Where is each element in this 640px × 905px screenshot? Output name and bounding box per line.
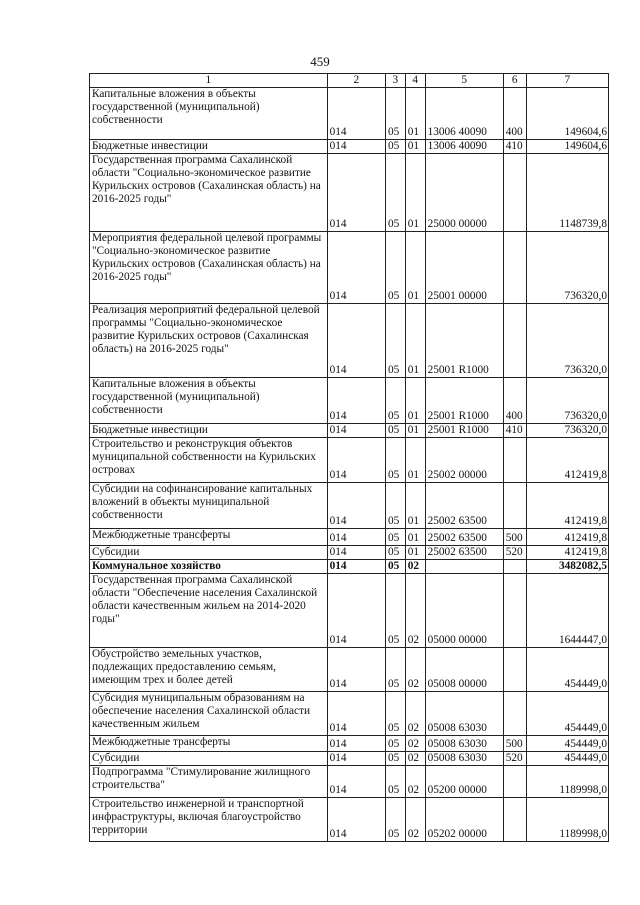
row-ministry-cell: 014 xyxy=(327,648,385,692)
row-section-cell: 05 xyxy=(385,483,405,529)
row-subsection-cell: 01 xyxy=(405,378,425,424)
table-row xyxy=(90,304,609,378)
row-ministry-cell: 014 xyxy=(327,140,385,154)
row-amount-cell: 736320,0 xyxy=(526,304,608,378)
row-amount-cell: 736320,0 xyxy=(526,232,608,304)
row-subsection-cell: 02 xyxy=(405,736,425,752)
table-row xyxy=(90,88,609,140)
row-expense-type-cell xyxy=(503,154,526,232)
row-target-article-cell: 25001 R1000 xyxy=(425,378,503,424)
row-target-article-cell: 25000 00000 xyxy=(425,154,503,232)
row-name-cell: Мероприятия федеральной целевой программы "Социально-экономическое развитие Курильских островов (Сахалинская область) на 2016-2025 годы" xyxy=(90,232,328,304)
row-expense-type-cell xyxy=(503,798,526,842)
row-subsection-cell: 01 xyxy=(405,88,425,140)
row-amount-cell: 1189998,0 xyxy=(526,798,608,842)
row-amount-cell: 454449,0 xyxy=(526,692,608,736)
row-subsection-cell: 02 xyxy=(405,766,425,798)
row-name-cell: Бюджетные инвестиции xyxy=(90,140,328,154)
row-amount-cell: 412419,8 xyxy=(526,438,608,483)
row-amount-cell: 736320,0 xyxy=(526,378,608,424)
table-header-row xyxy=(90,74,609,88)
row-name-cell: Субсидии xyxy=(90,752,328,766)
row-expense-type-cell xyxy=(503,232,526,304)
row-subsection-cell: 01 xyxy=(405,140,425,154)
row-amount-cell: 3482082,5 xyxy=(526,560,608,574)
row-target-article-cell: 05008 00000 xyxy=(425,648,503,692)
row-amount-cell: 149604,6 xyxy=(526,140,608,154)
table-row xyxy=(90,736,609,752)
row-expense-type-cell xyxy=(503,304,526,378)
table-row xyxy=(90,692,609,736)
row-amount-cell: 454449,0 xyxy=(526,736,608,752)
table-row xyxy=(90,574,609,648)
row-subsection-cell: 02 xyxy=(405,560,425,574)
header-col-5: 5 xyxy=(425,74,503,88)
row-target-article-cell xyxy=(425,560,503,574)
row-subsection-cell: 01 xyxy=(405,546,425,560)
row-expense-type-cell: 400 xyxy=(503,378,526,424)
row-expense-type-cell xyxy=(503,766,526,798)
row-target-article-cell: 05202 00000 xyxy=(425,798,503,842)
row-ministry-cell: 014 xyxy=(327,798,385,842)
row-subsection-cell: 02 xyxy=(405,692,425,736)
row-section-cell: 05 xyxy=(385,424,405,438)
row-expense-type-cell xyxy=(503,648,526,692)
row-section-cell: 05 xyxy=(385,304,405,378)
row-expense-type-cell: 520 xyxy=(503,546,526,560)
page-number: 459 xyxy=(310,54,330,69)
table-row xyxy=(90,752,609,766)
row-subsection-cell: 02 xyxy=(405,648,425,692)
row-ministry-cell: 014 xyxy=(327,546,385,560)
row-ministry-cell: 014 xyxy=(327,304,385,378)
row-name-cell: Государственная программа Сахалинской области "Социально-экономическое развитие Курильских островов (Сахалинская область) на 2016-2025 годы" xyxy=(90,154,328,232)
row-subsection-cell: 01 xyxy=(405,304,425,378)
row-section-cell: 05 xyxy=(385,648,405,692)
row-amount-cell: 412419,8 xyxy=(526,529,608,546)
table-row xyxy=(90,232,609,304)
row-section-cell: 05 xyxy=(385,798,405,842)
row-name-cell: Обустройство земельных участков, подлежащих предоставлению семьям, имеющим трех и более детей xyxy=(90,648,328,692)
row-subsection-cell: 01 xyxy=(405,483,425,529)
row-amount-cell: 412419,8 xyxy=(526,483,608,529)
row-ministry-cell: 014 xyxy=(327,88,385,140)
row-section-cell: 05 xyxy=(385,378,405,424)
header-col-7: 7 xyxy=(526,74,608,88)
row-amount-cell: 736320,0 xyxy=(526,424,608,438)
row-expense-type-cell xyxy=(503,483,526,529)
row-target-article-cell: 25002 63500 xyxy=(425,483,503,529)
table-row xyxy=(90,546,609,560)
row-target-article-cell: 25002 63500 xyxy=(425,546,503,560)
table-row xyxy=(90,438,609,483)
row-name-cell: Подпрограмма "Стимулирование жилищного строительства" xyxy=(90,766,328,798)
table-row xyxy=(90,648,609,692)
row-target-article-cell: 25002 00000 xyxy=(425,438,503,483)
row-section-cell: 05 xyxy=(385,692,405,736)
row-name-cell: Бюджетные инвестиции xyxy=(90,424,328,438)
row-subsection-cell: 02 xyxy=(405,752,425,766)
row-subsection-cell: 01 xyxy=(405,154,425,232)
row-section-cell: 05 xyxy=(385,154,405,232)
row-target-article-cell: 25001 R1000 xyxy=(425,424,503,438)
row-name-cell: Капитальные вложения в объекты государственной (муниципальной) собственности xyxy=(90,88,328,140)
table-row xyxy=(90,766,609,798)
row-subsection-cell: 01 xyxy=(405,232,425,304)
row-name-cell: Субсидия муниципальным образованиям на обеспечение населения Сахалинской области качественным жильем xyxy=(90,692,328,736)
row-target-article-cell: 05200 00000 xyxy=(425,766,503,798)
row-section-cell: 05 xyxy=(385,232,405,304)
row-expense-type-cell: 500 xyxy=(503,736,526,752)
table-row xyxy=(90,798,609,842)
row-section-cell: 05 xyxy=(385,736,405,752)
header-col-2: 2 xyxy=(327,74,385,88)
table-row xyxy=(90,529,609,546)
row-expense-type-cell xyxy=(503,438,526,483)
row-ministry-cell: 014 xyxy=(327,378,385,424)
row-target-article-cell: 13006 40090 xyxy=(425,140,503,154)
row-ministry-cell: 014 xyxy=(327,560,385,574)
row-ministry-cell: 014 xyxy=(327,692,385,736)
row-name-cell: Реализация мероприятий федеральной целевой программы "Социально-экономическое развитие Курильских островов (Сахалинская область) на 2016-2025 годы" xyxy=(90,304,328,378)
row-expense-type-cell: 410 xyxy=(503,424,526,438)
row-section-cell: 05 xyxy=(385,438,405,483)
row-amount-cell: 1148739,8 xyxy=(526,154,608,232)
row-amount-cell: 149604,6 xyxy=(526,88,608,140)
row-amount-cell: 1189998,0 xyxy=(526,766,608,798)
row-subsection-cell: 02 xyxy=(405,574,425,648)
row-section-cell: 05 xyxy=(385,88,405,140)
table-row xyxy=(90,560,609,574)
row-section-cell: 05 xyxy=(385,529,405,546)
row-amount-cell: 1644447,0 xyxy=(526,574,608,648)
table-row xyxy=(90,378,609,424)
row-ministry-cell: 014 xyxy=(327,438,385,483)
row-subsection-cell: 01 xyxy=(405,438,425,483)
row-target-article-cell: 05008 63030 xyxy=(425,692,503,736)
row-expense-type-cell: 500 xyxy=(503,529,526,546)
row-name-cell: Строительство и реконструкция объектов муниципальной собственности на Курильских островах xyxy=(90,438,328,483)
table-row xyxy=(90,140,609,154)
table-row xyxy=(90,154,609,232)
row-name-cell: Капитальные вложения в объекты государственной (муниципальной) собственности xyxy=(90,378,328,424)
row-target-article-cell: 25001 R1000 xyxy=(425,304,503,378)
row-amount-cell: 454449,0 xyxy=(526,648,608,692)
row-amount-cell: 454449,0 xyxy=(526,752,608,766)
header-col-6: 6 xyxy=(503,74,526,88)
row-expense-type-cell: 410 xyxy=(503,140,526,154)
row-name-cell: Субсидии на софинансирование капитальных вложений в объекты муниципальной собственности xyxy=(90,483,328,529)
row-ministry-cell: 014 xyxy=(327,154,385,232)
row-ministry-cell: 014 xyxy=(327,529,385,546)
row-ministry-cell: 014 xyxy=(327,574,385,648)
row-ministry-cell: 014 xyxy=(327,766,385,798)
row-section-cell: 05 xyxy=(385,140,405,154)
row-subsection-cell: 01 xyxy=(405,529,425,546)
row-target-article-cell: 25002 63500 xyxy=(425,529,503,546)
row-name-cell: Государственная программа Сахалинской области "Обеспечение населения Сахалинской области качественным жильем на 2014-2020 годы" xyxy=(90,574,328,648)
row-subsection-cell: 01 xyxy=(405,424,425,438)
row-name-cell: Межбюджетные трансферты xyxy=(90,529,328,546)
row-name-cell: Межбюджетные трансферты xyxy=(90,736,328,752)
row-ministry-cell: 014 xyxy=(327,483,385,529)
row-target-article-cell: 25001 00000 xyxy=(425,232,503,304)
row-section-cell: 05 xyxy=(385,752,405,766)
row-expense-type-cell xyxy=(503,574,526,648)
budget-table xyxy=(89,73,609,842)
table-row xyxy=(90,424,609,438)
row-target-article-cell: 13006 40090 xyxy=(425,88,503,140)
row-section-cell: 05 xyxy=(385,560,405,574)
row-section-cell: 05 xyxy=(385,766,405,798)
row-amount-cell: 412419,8 xyxy=(526,546,608,560)
row-expense-type-cell xyxy=(503,692,526,736)
row-section-cell: 05 xyxy=(385,546,405,560)
row-ministry-cell: 014 xyxy=(327,424,385,438)
row-name-cell: Субсидии xyxy=(90,546,328,560)
header-col-3: 3 xyxy=(385,74,405,88)
header-col-4: 4 xyxy=(405,74,425,88)
row-subsection-cell: 02 xyxy=(405,798,425,842)
row-ministry-cell: 014 xyxy=(327,232,385,304)
header-col-1: 1 xyxy=(90,74,328,88)
row-section-cell: 05 xyxy=(385,574,405,648)
row-expense-type-cell xyxy=(503,560,526,574)
row-expense-type-cell: 520 xyxy=(503,752,526,766)
row-ministry-cell: 014 xyxy=(327,752,385,766)
row-expense-type-cell: 400 xyxy=(503,88,526,140)
row-target-article-cell: 05008 63030 xyxy=(425,736,503,752)
row-ministry-cell: 014 xyxy=(327,736,385,752)
row-name-cell: Коммунальное хозяйство xyxy=(90,560,328,574)
row-target-article-cell: 05008 63030 xyxy=(425,752,503,766)
budget-table-container xyxy=(89,73,609,842)
row-target-article-cell: 05000 00000 xyxy=(425,574,503,648)
row-name-cell: Строительство инженерной и транспортной инфраструктуры, включая благоустройство территории xyxy=(90,798,328,842)
table-row xyxy=(90,483,609,529)
